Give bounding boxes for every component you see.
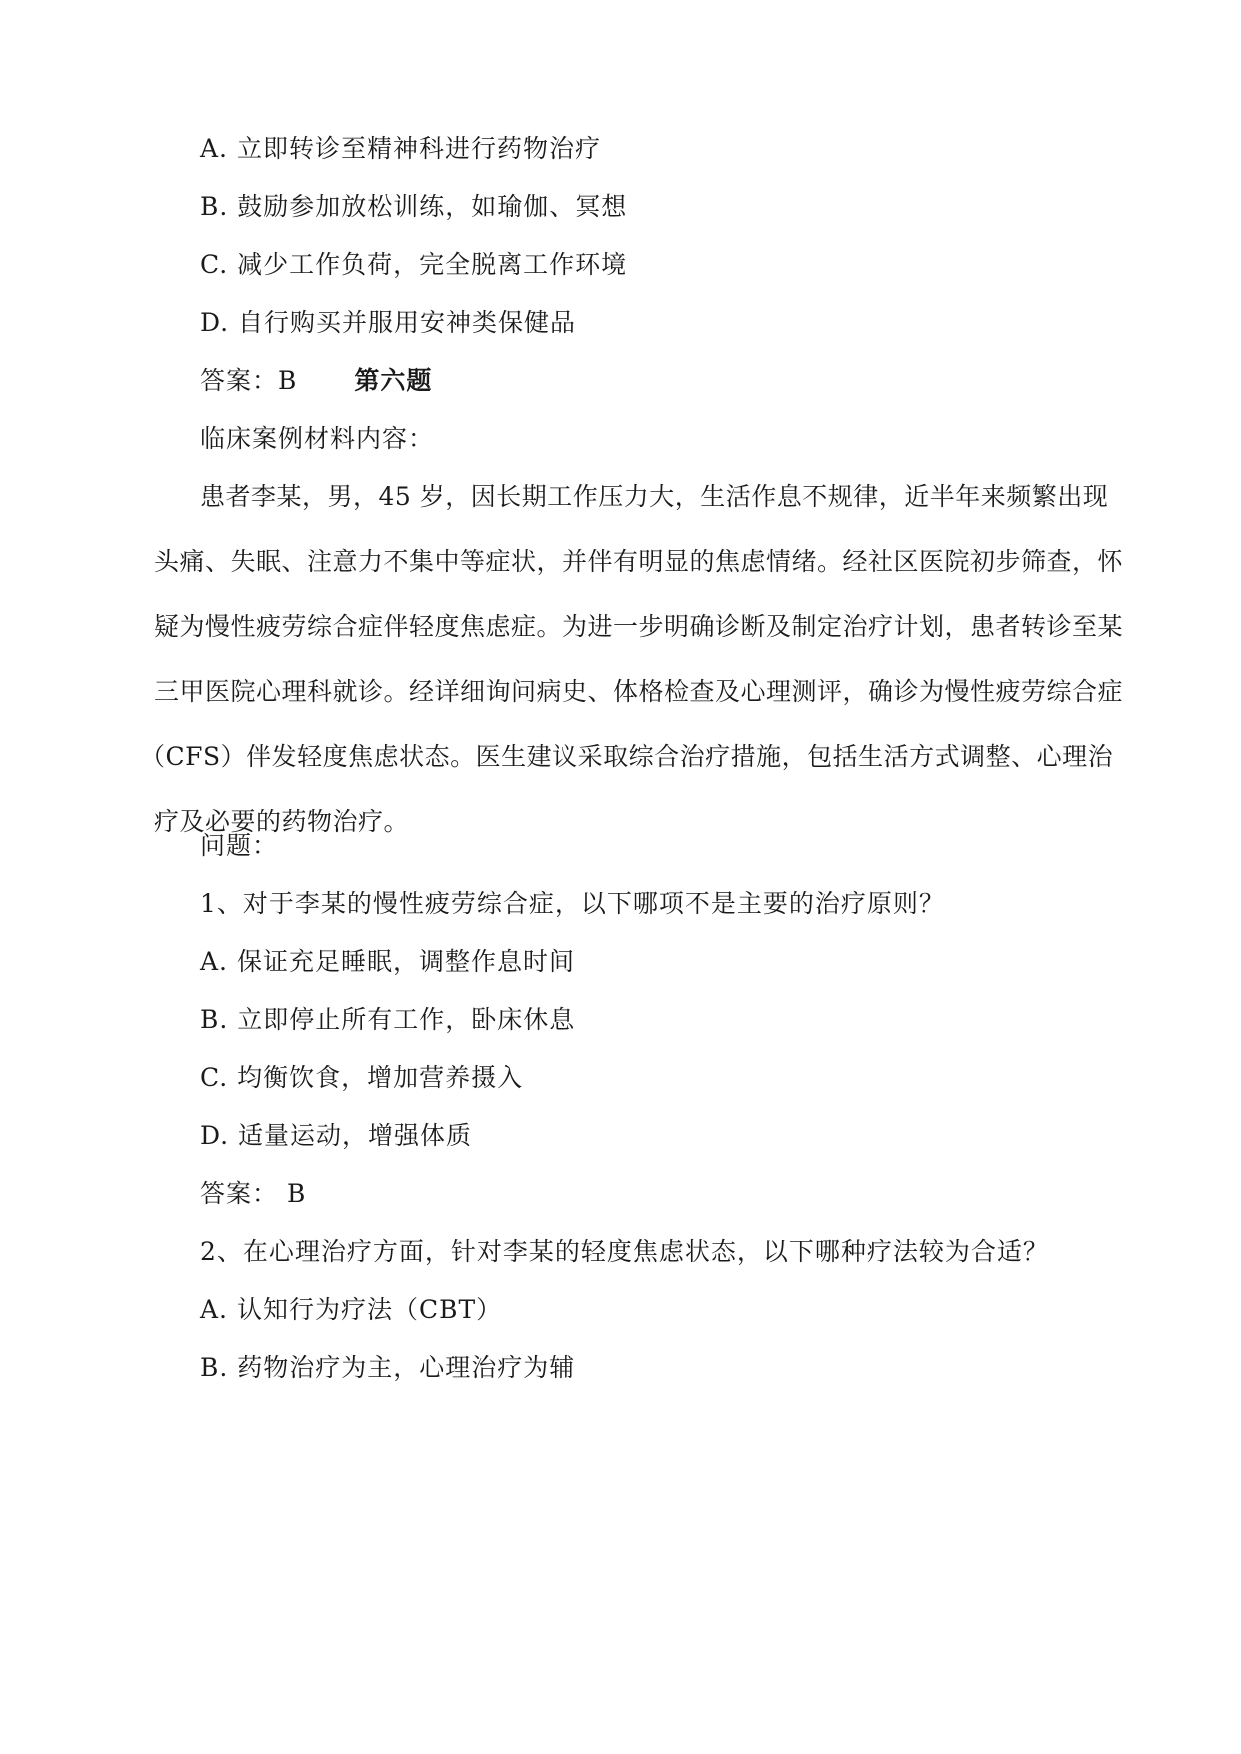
question-2-stem: 2、在心理治疗方面，针对李某的轻度焦虑状态，以下哪种疗法较为合适？ [200,1237,1049,1266]
q1-option-a: A. 保证充足睡眠，调整作息时间 [200,947,575,976]
case-heading: 临床案例材料内容： [200,424,435,453]
q1-option-b: B. 立即停止所有工作，卧床休息 [200,1005,576,1034]
option-a: A. 立即转诊至精神科进行药物治疗 [200,134,601,163]
option-c: C. 减少工作负荷，完全脱离工作环境 [200,250,628,279]
answer-line [200,365,432,397]
q1-option-c: C. 均衡饮食，增加营养摄入 [200,1063,524,1092]
answer-text: 答案：B [200,366,298,395]
question-1-stem: 1、对于李某的慢性疲劳综合症，以下哪项不是主要的治疗原则？ [200,889,945,918]
q1-option-d: D. 适量运动，增强体质 [200,1121,473,1150]
case-paragraph [140,464,1124,854]
questions-label: 问题： [200,831,279,860]
q2-option-b: B. 药物治疗为主，心理治疗为辅 [200,1353,576,1382]
case-line: 头痛、失眠、注意力不集中等症状，并伴有明显的焦虑情绪。经社区医院初步筛查，怀 [154,547,1124,576]
case-line: （CFS）伴发轻度焦虑状态。医生建议采取综合治疗措施，包括生活方式调整、心理治 [140,742,1114,771]
case-line: 患者李某，男，45 岁，因长期工作压力大，生活作息不规律，近半年来频繁出现 [200,482,1109,511]
q1-answer: 答案： B [200,1179,307,1208]
case-line: 三甲医院心理科就诊。经详细询问病史、体格检查及心理测评，确诊为慢性疲劳综合症 [154,677,1124,706]
case-line: 疑为慢性疲劳综合症伴轻度焦虑症。为进一步明确诊断及制定治疗计划，患者转诊至某 [154,612,1124,641]
case-line: 疗及必要的药物治疗。 [154,807,410,836]
option-d: D. 自行购买并服用安神类保健品 [200,308,577,337]
option-b: B. 鼓励参加放松训练，如瑜伽、冥想 [200,192,628,221]
section-title: 第六题 [354,366,433,395]
q2-option-a: A. 认知行为疗法（CBT） [200,1295,503,1324]
